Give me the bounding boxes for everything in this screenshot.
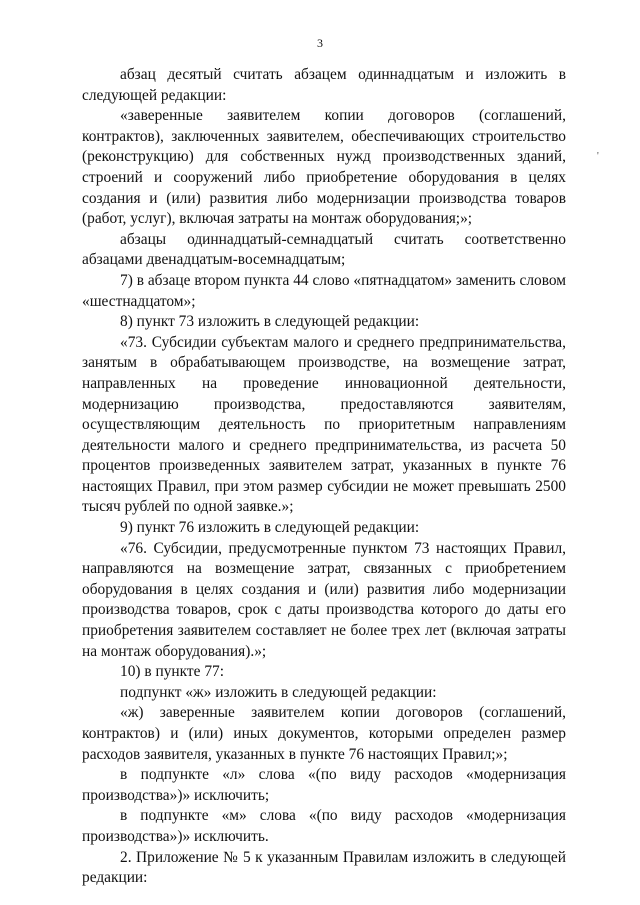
paragraph: 7) в абзаце втором пункта 44 слово «пятнадцатом» заменить словом «шестнадцатом»;: [82, 271, 566, 310]
paragraph: «ж) заверенные заявителем копии договоров (соглашений, контрактов) и (или) иных документов, которыми определен размер расходов заявителя, указанных в пункте 76 настоящих Правил;»;: [82, 704, 566, 763]
paragraph: в подпункте «л» слова «(по виду расходов «модернизация производства»)» исключить;: [82, 766, 566, 804]
paragraph: «заверенные заявителем копии договоров (соглашений, контрактов), заключенных заявителем, обеспечивающих строительство (реконструкцию) для собственных нужд производственных зданий, строений и сооружений либо приобретение оборудования в целях создания и (или) развития либо модернизации производства товаров (работ, услуг), включая затраты на монтаж оборудования;»;: [82, 107, 566, 228]
paragraph: в подпункте «м» слова «(по виду расходов «модернизация производства»)» исключить.: [82, 807, 566, 845]
margin-mark: ': [597, 151, 599, 162]
paragraph: «73. Субсидии субъектам малого и среднего предпринимательства, занятым в обрабатывающем производстве, на возмещение затрат, направленных на проведение инновационной деятельности, модернизацию производства, предоставляются заявителям, осуществляющим деятельность по приоритетным направлениям деятельности малого и среднего предпринимательства, из расчета 50 процентов произведенных заявителем затрат, указанных в пункте 76 настоящих Правил, при этом размер субсидии не может превышать 2500 тысяч рублей по одной заявке.»;: [82, 333, 566, 516]
document-body: [82, 65, 566, 889]
paragraph: подпункт «ж» изложить в следующей редакции:: [120, 683, 437, 701]
paragraph: 9) пункт 76 изложить в следующей редакции:: [120, 519, 420, 537]
page-number: 3: [317, 36, 323, 50]
paragraph: 10) в пункте 77:: [120, 663, 224, 681]
paragraph: 2. Приложение № 5 к указанным Правилам изложить в следующей редакции:: [82, 848, 566, 887]
paragraph: абзац десятый считать абзацем одиннадцатым и изложить в следующей редакции:: [82, 66, 566, 104]
paragraph: абзацы одиннадцатый-семнадцатый считать соответственно абзацами двенадцатым-восемнадцатым;: [82, 230, 566, 269]
paragraph: «76. Субсидии, предусмотренные пунктом 73 настоящих Правил, направляются на возмещение затрат, связанных с приобретением оборудования в целях создания и (или) развития либо модернизации производства товаров, срок с даты производства которого до даты его приобретения заявителем составляет не более трех лет (включая затраты на монтаж оборудования).»;: [82, 539, 566, 660]
paragraph: 8) пункт 73 изложить в следующей редакции:: [120, 313, 420, 331]
